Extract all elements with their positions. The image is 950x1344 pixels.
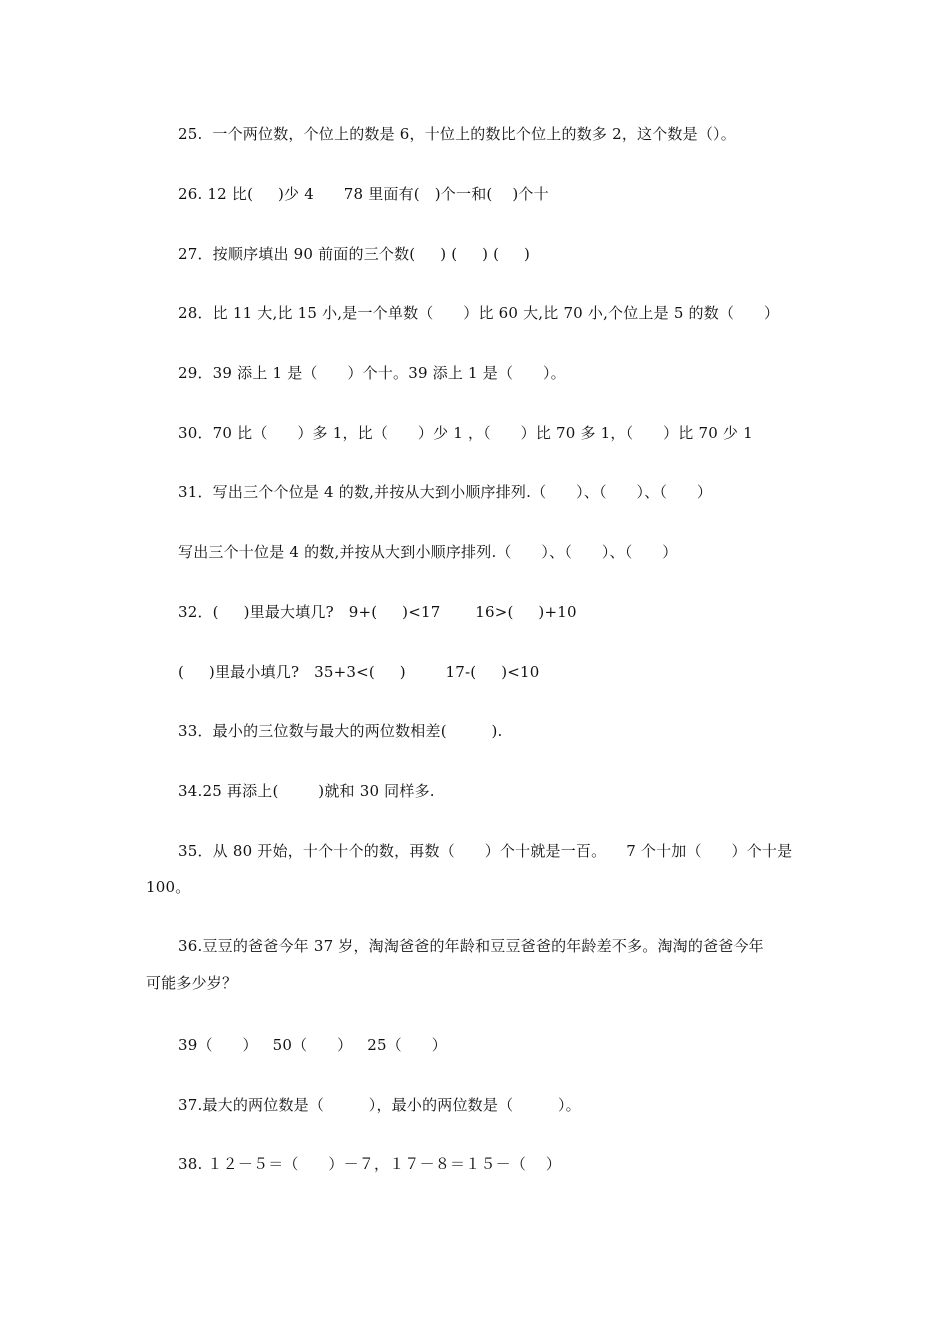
question-33: 33．最小的三位数与最大的两位数相差( ). <box>178 722 503 740</box>
question-34: 34.25 再添上( )就和 30 同样多. <box>178 782 435 800</box>
question-25: 25. 一个两位数，个位上的数是 6，十位上的数比个位上的数多 2，这个数是（）。 <box>178 125 736 143</box>
question-35-line-1: 35．从 80 开始，十个十个的数，再数（ ）个十就是一百。 7 个十加（ ）个十是 <box>178 842 793 860</box>
question-26: 26. 12 比( )少 4 78 里面有( )个一和( )个十 <box>178 185 549 203</box>
question-37: 37.最大的两位数是（ ），最小的两位数是（ ）。 <box>178 1096 581 1114</box>
question-38: 38. １２－５＝（ ）－７，１７－８＝１５－（ ） <box>178 1155 562 1173</box>
question-35-line-2: 100。 <box>146 878 191 896</box>
question-36-options: 39（ ） 50（ ） 25（ ） <box>178 1036 447 1054</box>
question-36-line-2: 可能多少岁？ <box>146 974 238 992</box>
question-32-part-a: 32．( )里最大填几? 9+( )<17 16>( )+10 <box>178 603 577 621</box>
question-27: 27．按顺序填出 90 前面的三个数( ) ( ) ( ) <box>178 245 531 263</box>
question-32-part-b: ( )里最小填几? 35+3<( ) 17-( )<10 <box>178 663 540 681</box>
question-30: 30．70 比（ ）多 1，比（ ）少 1 ，（ ）比 70 多 1，（ ）比 70 少 1 <box>178 424 753 442</box>
question-28: 28．比 11 大,比 15 小,是一个单数（ ）比 60 大,比 70 小,个位上是 5 的数（ ） <box>178 304 780 322</box>
question-29: 29．39 添上 1 是（ ）个十。39 添上 1 是（ ）。 <box>178 364 566 382</box>
question-31-part-b: 写出三个十位是 4 的数,并按从大到小顺序排列.（ ）、（ ）、（ ） <box>178 543 678 561</box>
question-31-part-a: 31．写出三个个位是 4 的数,并按从大到小顺序排列.（ ）、（ ）、（ ） <box>178 483 713 501</box>
question-36-line-1: 36.豆豆的爸爸今年 37 岁，淘淘爸爸的年龄和豆豆爸爸的年龄差不多。淘淘的爸爸今年 <box>178 937 764 955</box>
